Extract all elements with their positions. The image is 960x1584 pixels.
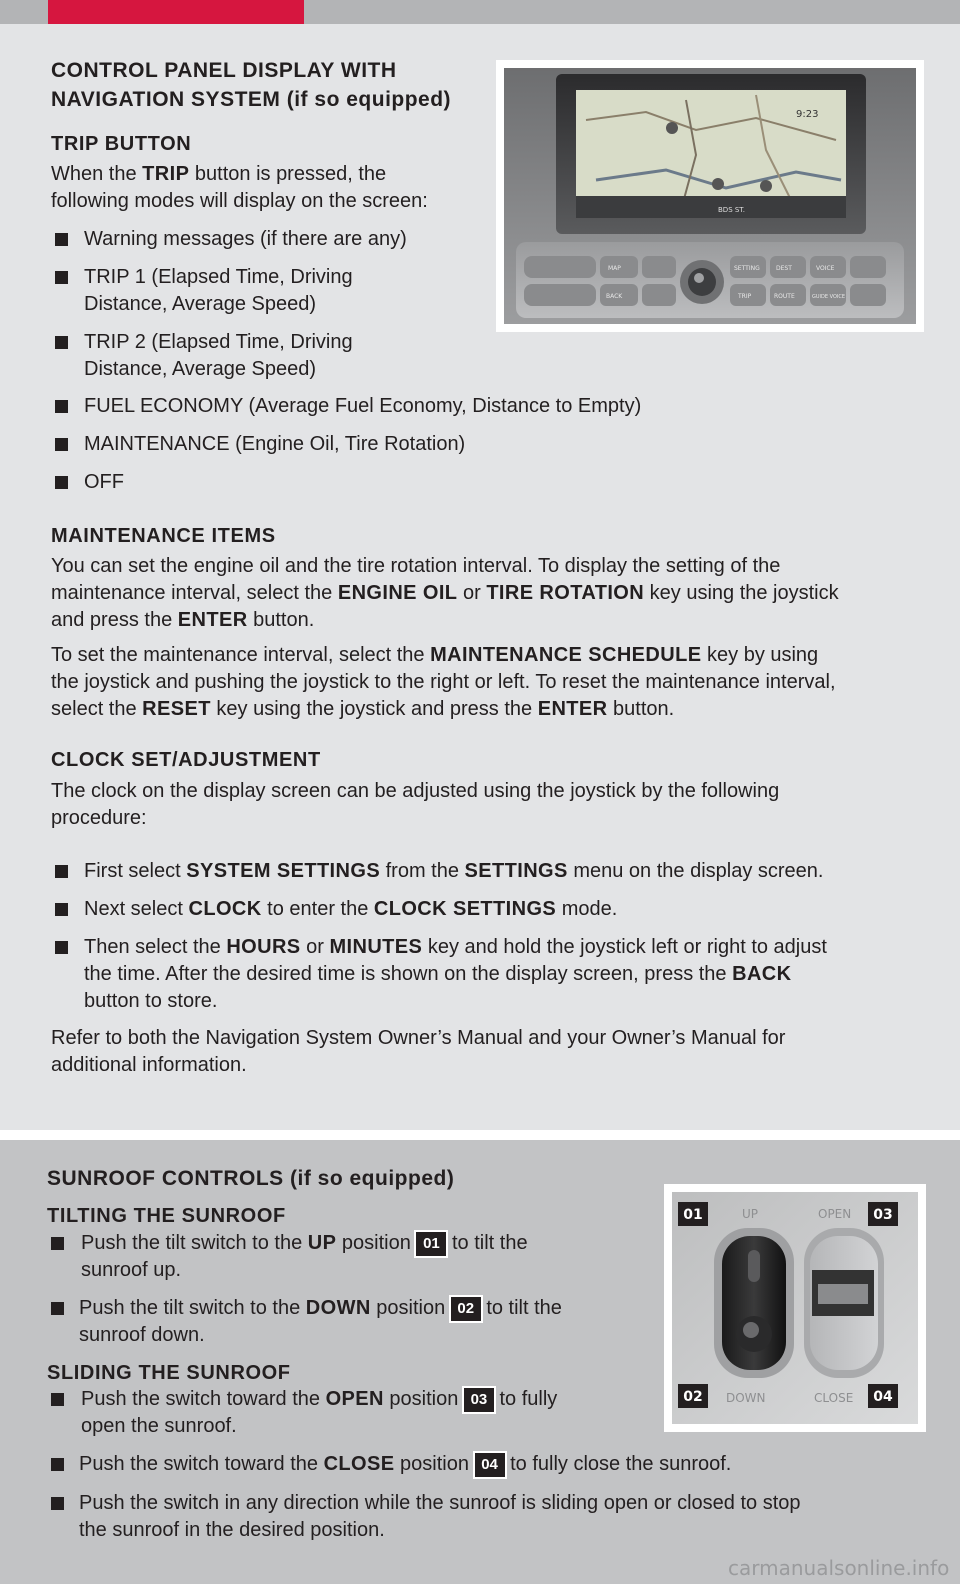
label-down: DOWN [726,1391,766,1405]
nav-road-label: BDS ST. [718,206,745,214]
tilting-heading: TILTING THE SUNROOF [47,1205,286,1227]
sunroof-switch-photo [664,1184,926,1432]
bullet-icon [55,941,68,954]
trip-bullet-2: TRIP 1 (Elapsed Time, Driving [84,266,353,288]
top-bar [0,0,960,24]
bullet-icon [51,1458,64,1471]
bullet-icon [55,476,68,489]
slide-step-2: Push the switch toward the CLOSE position 04 to fully close the sunroof. [79,1453,732,1475]
sunroof-switch-illustration [664,1184,926,1432]
trip-bullet-1: Warning messages (if there are any) [84,228,407,250]
clock-step-3: Then select the HOURS or MINUTES key and hold the joystick left or right to adjust [84,936,827,958]
trip-intro: When the TRIP button is pressed, the [51,163,387,185]
nav-btn-route: ROUTE [774,293,795,300]
sliding-heading: SLIDING THE SUNROOF [47,1362,291,1384]
clock-reference-l1: Refer to both the Navigation System Owner’s Manual and your Owner’s Manual for [51,1027,786,1049]
maintenance-p1-l1: You can set the engine oil and the tire rotation interval. To display the setting of the [51,555,781,577]
bullet-icon [51,1302,64,1315]
navigation-unit-illustration [496,60,924,332]
bullet-icon [55,865,68,878]
clock-step-2: Next select CLOCK to enter the CLOCK SETTINGS mode. [84,898,618,920]
clock-heading: CLOCK SET/ADJUSTMENT [51,749,321,771]
badge-04: 04 [475,1453,505,1477]
section-title-line1: CONTROL PANEL DISPLAY WITH [51,59,397,82]
watermark: carmanualsonline.info [728,1556,950,1580]
trip-bullet-3-line2: Distance, Average Speed) [84,358,317,380]
maintenance-heading: MAINTENANCE ITEMS [51,525,276,547]
bullet-icon [55,271,68,284]
trip-button-heading: TRIP BUTTON [51,133,192,155]
image-badge-01: 01 [683,1207,703,1223]
image-badge-02: 02 [683,1389,703,1405]
bullet-icon [55,336,68,349]
section-divider [0,1130,960,1140]
tilt-step-1: Push the tilt switch to the UP position 01 to tilt the [81,1232,528,1254]
nav-clock: 9:23 [796,109,819,120]
tilt-step-2-l2: sunroof down. [79,1324,205,1346]
nav-btn-trip: TRIP [738,293,752,300]
bullet-icon [51,1237,64,1250]
trip-bullet-4: FUEL ECONOMY (Average Fuel Economy, Distance to Empty) [84,395,642,417]
image-badge-03: 03 [873,1207,893,1223]
clock-step-1: First select SYSTEM SETTINGS from the SETTINGS menu on the display screen. [84,860,824,882]
label-up: UP [742,1207,759,1221]
slide-step-3-l2: the sunroof in the desired position. [79,1519,385,1541]
maintenance-p1-l2: maintenance interval, select the ENGINE OIL or TIRE ROTATION key using the joystick [51,582,839,604]
slide-step-3: Push the switch in any direction while the sunroof is sliding open or closed to stop [79,1492,801,1514]
top-accent-bar [48,0,304,24]
label-open: OPEN [818,1207,852,1221]
trip-intro-line2: following modes will display on the screen: [51,190,428,212]
bullet-icon [55,400,68,413]
nav-btn-voice: VOICE [816,265,835,272]
nav-btn-back: BACK [606,293,623,300]
trip-bullet-6: OFF [84,471,124,493]
maintenance-p2-l3: select the RESET key using the joystick and press the ENTER button. [51,698,675,720]
badge-03: 03 [464,1388,494,1412]
tilt-step-2: Push the tilt switch to the DOWN position 02 to tilt the [79,1297,562,1319]
nav-btn-map: MAP [608,265,621,272]
nav-btn-dest: DEST [776,265,792,272]
badge-01: 01 [416,1232,446,1256]
sunroof-heading: SUNROOF CONTROLS (if so equipped) [47,1167,455,1190]
trip-bullet-2-line2: Distance, Average Speed) [84,293,317,315]
maintenance-p2-l1: To set the maintenance interval, select the MAINTENANCE SCHEDULE key by using [51,644,819,666]
maintenance-p1-l3: and press the ENTER button. [51,609,315,631]
badge-02: 02 [451,1297,481,1321]
image-badge-04: 04 [873,1389,893,1405]
nav-btn-setting: SETTING [734,265,760,272]
bullet-icon [55,903,68,916]
trip-bullet-3: TRIP 2 (Elapsed Time, Driving [84,331,353,353]
clock-step-3-l2: the time. After the desired time is shown on the display screen, press the BACK [84,963,792,985]
clock-intro-l1: The clock on the display screen can be adjusted using the joystick by the following [51,780,780,802]
bullet-icon [55,233,68,246]
slide-step-1: Push the switch toward the OPEN position 03 to fully [81,1388,558,1410]
clock-reference-l2: additional information. [51,1054,247,1076]
slide-step-1-l2: open the sunroof. [81,1415,237,1437]
section-title-line2: NAVIGATION SYSTEM (if so equipped) [51,88,452,111]
tilt-step-1-l2: sunroof up. [81,1259,182,1281]
bullet-icon [51,1393,64,1406]
navigation-system-photo [496,60,924,332]
maintenance-p2-l2: the joystick and pushing the joystick to the right or left. To reset the maintenance interval, [51,671,836,693]
bullet-icon [51,1497,64,1510]
trip-bullet-5: MAINTENANCE (Engine Oil, Tire Rotation) [84,433,466,455]
bullet-icon [55,438,68,451]
nav-btn-guide-voice: GUIDE VOICE [812,294,846,300]
label-close: CLOSE [814,1391,854,1405]
clock-step-3-l3: button to store. [84,990,218,1012]
clock-intro-l2: procedure: [51,807,147,829]
